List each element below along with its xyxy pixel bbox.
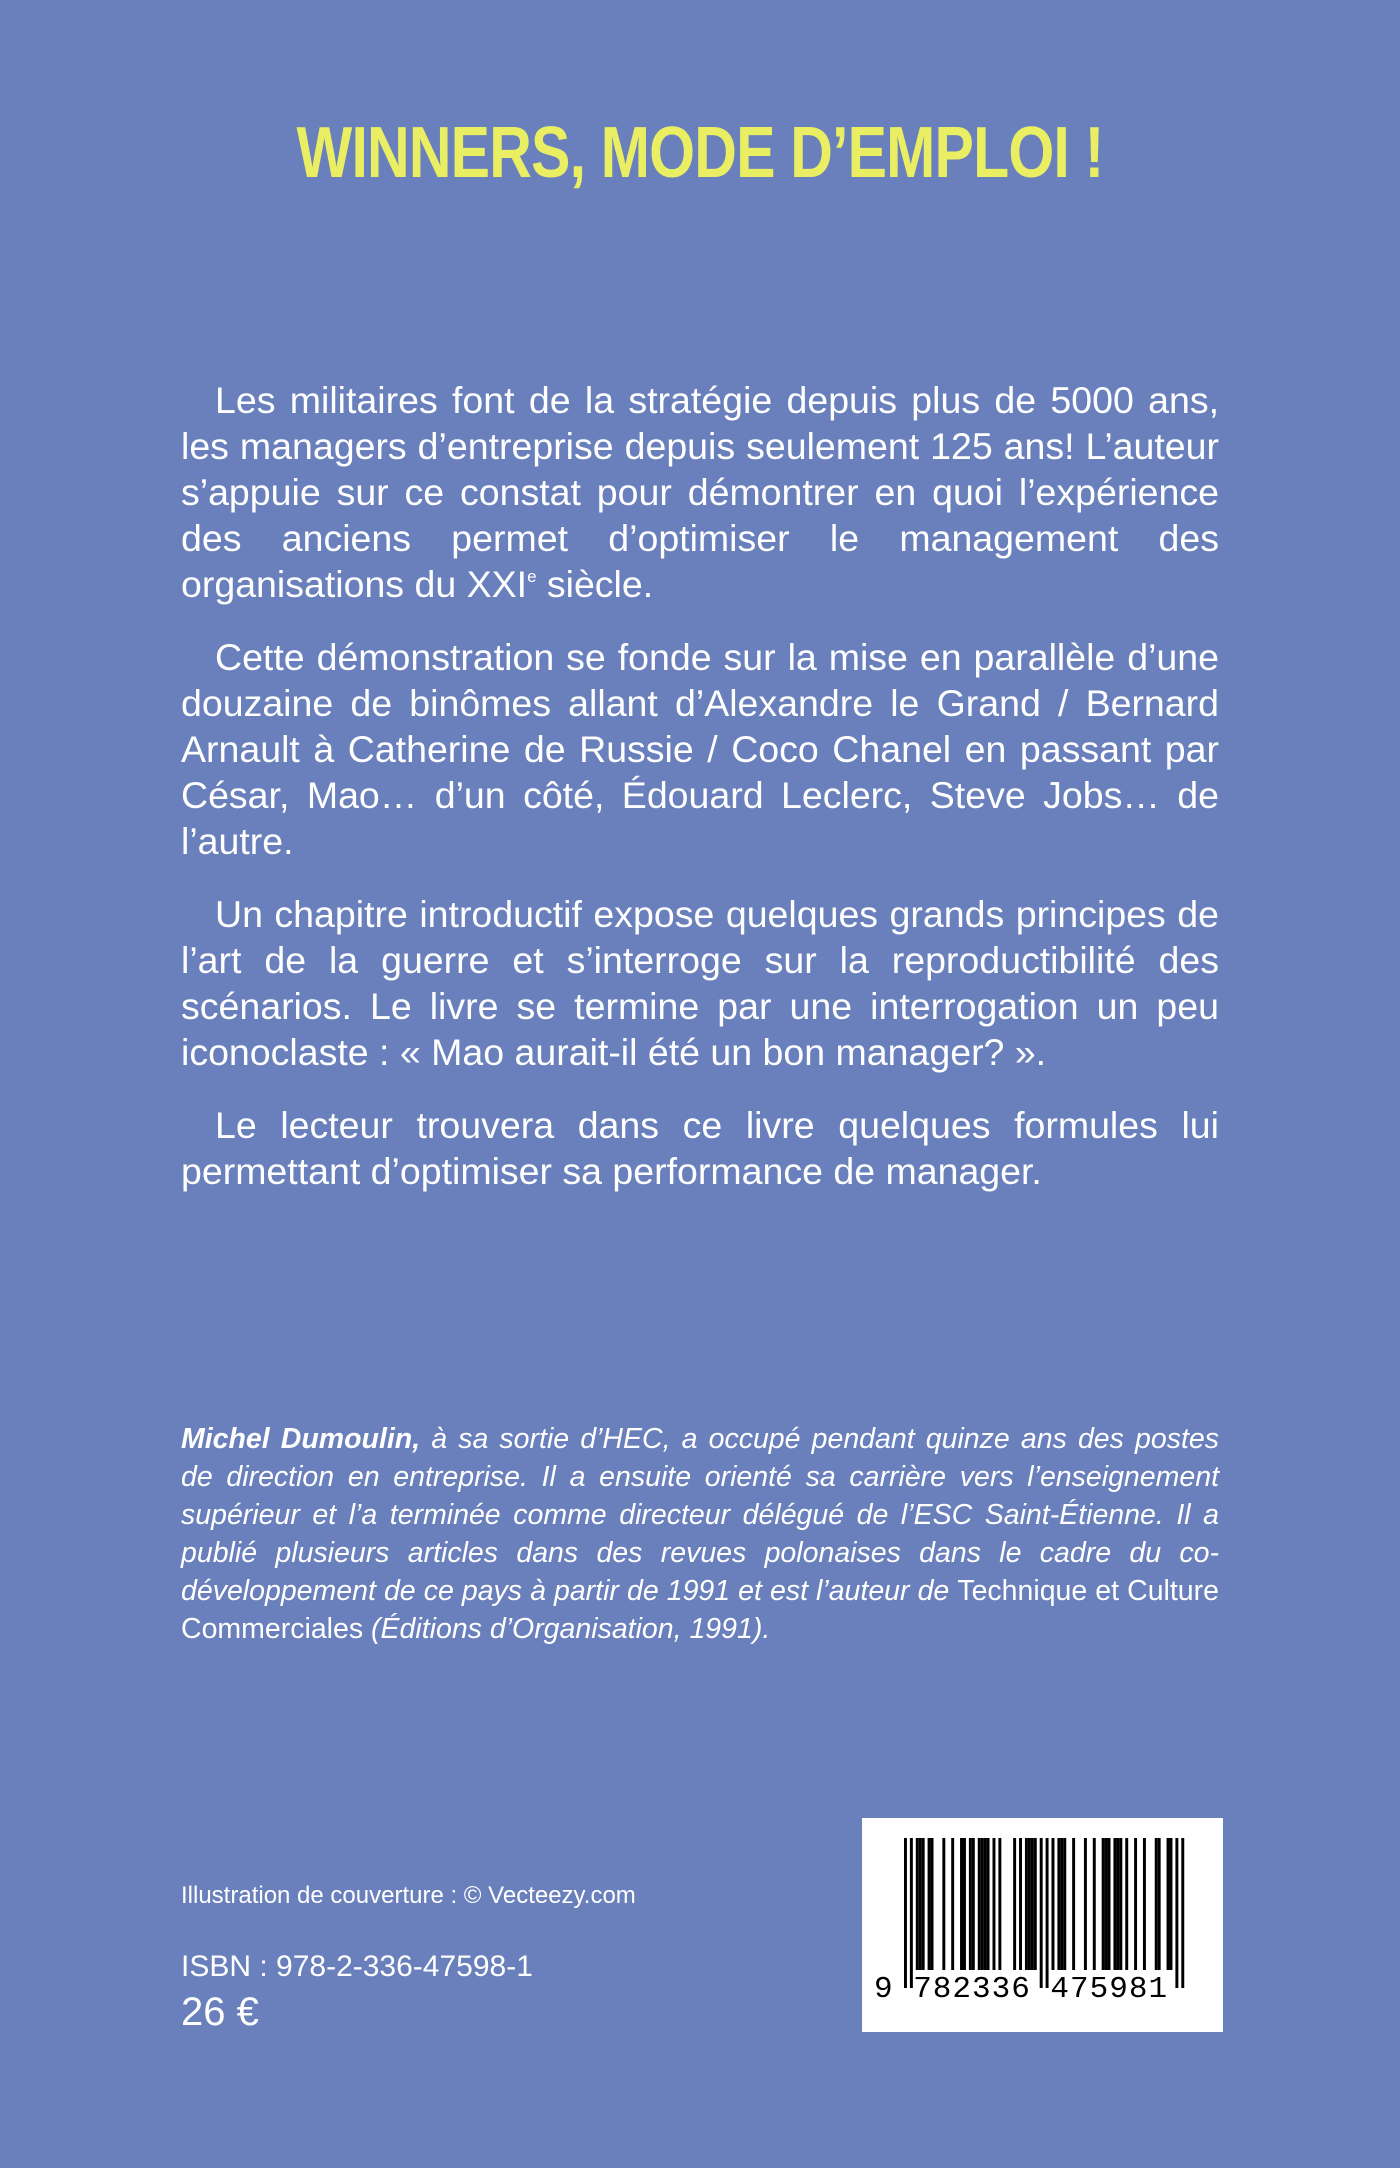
barcode-bar xyxy=(916,1838,919,1970)
barcode-bar xyxy=(1108,1838,1111,1970)
author-biography: Michel Dumoulin, à sa sortie d’HEC, a occupé pendant quinze ans des postes de direction en entreprise. Il a ensuite orienté sa carrière vers l’enseignement supérieur et l’a terminée comme directeur délégué de l’ESC Saint-Étienne. Il a publié plusieurs articles dans des revues polonaises dans le cadre du co-développement de ce pays à partir de 1991 et est l’auteur de Technique et Culture Commerciales (Éditions d’Organisation, 1991). xyxy=(181,1423,1219,1645)
barcode-bar xyxy=(1093,1838,1096,1970)
barcode-bar xyxy=(993,1838,996,1970)
barcode-bar xyxy=(922,1838,925,1970)
barcode-bar xyxy=(960,1838,963,1970)
barcode-bar xyxy=(1158,1838,1161,1970)
barcode-bar xyxy=(1072,1838,1075,1970)
barcode-bar xyxy=(987,1838,990,1970)
barcode-bar xyxy=(1013,1838,1016,1970)
blurb-paragraph-1: Les militaires font de la stratégie depuis plus de 5000 ans, les managers d’entreprise depuis seulement 125 ans! L’auteur s’appuie sur ce constat pour démontrer en quoi l’expérience des anciens permet d’optimiser le management des organisations du XXIe siècle. xyxy=(181,379,1219,605)
barcode-bar xyxy=(1175,1838,1178,1988)
barcode-bar xyxy=(931,1838,934,1970)
barcode-bar xyxy=(998,1838,1001,1970)
barcode-bar xyxy=(1028,1838,1031,1970)
blurb-paragraph-2: Cette démonstration se fonde sur la mise en parallèle d’une douzaine de binômes allant d’Alexandre le Grand / Bernard Arnault à Catherine de Russie / Coco Chanel en passant par César, Mao… d’un côté, Édouard Leclerc, Steve Jobs… de l’autre. xyxy=(181,636,1219,862)
barcode-bar xyxy=(981,1838,984,1970)
price: 26 € xyxy=(181,1990,259,2034)
barcode-bar xyxy=(1025,1838,1028,1970)
barcode-bar xyxy=(963,1838,966,1970)
isbn: ISBN : 978-2-336-47598-1 xyxy=(181,1950,533,1983)
barcode-bar xyxy=(1167,1838,1170,1970)
barcode-bar xyxy=(1034,1838,1037,1970)
barcode-bar xyxy=(1052,1838,1055,1970)
barcode-bar xyxy=(1181,1838,1184,1988)
barcode-bar xyxy=(972,1838,975,1970)
barcode-bar xyxy=(1063,1838,1066,1970)
barcode-digits: 9 782336 475981 xyxy=(874,1972,1169,2007)
barcode-bar xyxy=(942,1838,945,1970)
author-name: Michel Dumoulin, xyxy=(181,1423,421,1455)
barcode-bar xyxy=(969,1838,972,1970)
barcode-bar xyxy=(904,1838,907,1988)
barcode-bar xyxy=(1116,1838,1119,1970)
barcode-bar xyxy=(1057,1838,1060,1970)
barcode-bar xyxy=(1046,1838,1049,1988)
barcode xyxy=(862,1818,1223,2032)
barcode-bar xyxy=(1170,1838,1173,1970)
barcode-bar xyxy=(978,1838,981,1970)
barcode-bar xyxy=(1155,1838,1158,1970)
book-title: WINNERS, MODE D’EMPLOI ! xyxy=(296,113,1104,193)
barcode-bar xyxy=(1119,1838,1122,1970)
blurb-paragraph-3: Un chapitre introductif expose quelques grands principes de l’art de la guerre et s’interroge sur la reproductibilité des scénarios. Le livre se termine par une interrogation un peu iconoclaste : « Mao aurait-il été un bon manager? ». xyxy=(181,893,1219,1073)
barcode-bar xyxy=(1143,1838,1146,1970)
barcode-bar xyxy=(1134,1838,1137,1970)
blurb-paragraph-4: Le lecteur trouvera dans ce livre quelques formules lui permettant d’optimiser sa performance de manager. xyxy=(181,1104,1219,1192)
barcode-bar xyxy=(1125,1838,1128,1970)
barcode-bar xyxy=(1113,1838,1116,1970)
back-cover-blurb xyxy=(181,377,1219,1221)
barcode-bar xyxy=(984,1838,987,1970)
barcode-bar xyxy=(1105,1838,1108,1970)
barcode-bar xyxy=(1040,1838,1043,1988)
barcode-bar xyxy=(910,1838,913,1988)
illustration-credit: Illustration de couverture : © Vecteezy.com xyxy=(181,1882,636,1909)
barcode-bar xyxy=(919,1838,922,1970)
barcode-bar xyxy=(1019,1838,1022,1970)
barcode-bar xyxy=(928,1838,931,1970)
barcode-bar xyxy=(1102,1838,1105,1970)
barcode-bar xyxy=(951,1838,954,1970)
barcode-bar xyxy=(1084,1838,1087,1970)
barcode-bar xyxy=(1031,1838,1034,1970)
cited-book-title: Technique et Culture Commerciales xyxy=(181,1575,1219,1645)
barcode-bar xyxy=(1060,1838,1063,1970)
